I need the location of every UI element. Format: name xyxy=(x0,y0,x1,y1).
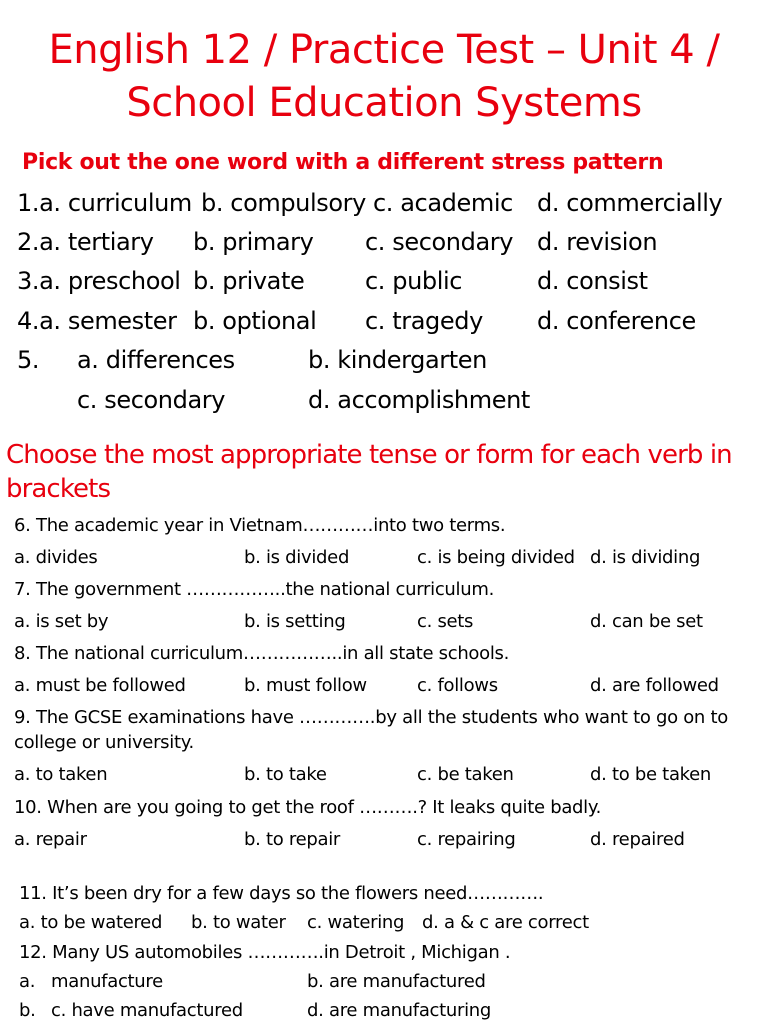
q9-option-c: c. be taken xyxy=(417,764,514,785)
q5-option-d: d. accomplishment xyxy=(308,386,530,414)
q1-option-b: b. compulsory xyxy=(201,189,366,217)
q7-option-d: d. can be set xyxy=(590,611,703,632)
q12-option-b: b. are manufactured xyxy=(307,971,486,992)
q6-option-b: b. is divided xyxy=(244,547,350,568)
q1-option-a: 1.a. curriculum xyxy=(17,189,192,217)
q5-option-c: c. secondary xyxy=(77,386,226,414)
q10-option-a: a. repair xyxy=(14,829,87,850)
q9-text-line-2: college or university. xyxy=(14,732,194,753)
section-heading-stress: Pick out the one word with a different stress pattern xyxy=(22,150,664,175)
q5-option-b: b. kindergarten xyxy=(308,346,487,374)
q10-option-c: c. repairing xyxy=(417,829,516,850)
q6-text: 6. The academic year in Vietnam…………into two terms. xyxy=(14,515,506,536)
q6-option-c: c. is being divided xyxy=(417,547,575,568)
q4-option-b: b. optional xyxy=(193,307,317,335)
q7-option-c: c. sets xyxy=(417,611,474,632)
q12-option-a-letter: a. xyxy=(19,971,36,992)
q3-option-d: d. consist xyxy=(537,267,648,295)
q2-option-b: b. primary xyxy=(193,228,314,256)
q7-text: 7. The government ……………..the national curriculum. xyxy=(14,579,494,600)
q4-option-d: d. conference xyxy=(537,307,696,335)
q8-text: 8. The national curriculum……………..in all state schools. xyxy=(14,643,510,664)
q2-option-d: d. revision xyxy=(537,228,658,256)
q3-option-a: 3.a. preschool xyxy=(17,267,181,295)
q1-option-d: d. commercially xyxy=(537,189,723,217)
q9-option-d: d. to be taken xyxy=(590,764,712,785)
q11-option-c: c. watering xyxy=(307,912,405,933)
q9-option-a: a. to taken xyxy=(14,764,108,785)
q11-option-a: a. to be watered xyxy=(19,912,163,933)
q10-option-d: d. repaired xyxy=(590,829,685,850)
q8-option-b: b. must follow xyxy=(244,675,367,696)
q9-option-b: b. to take xyxy=(244,764,327,785)
section-heading-tense-line-1: Choose the most appropriate tense or form for each verb in xyxy=(6,440,732,470)
page-title-line-2: School Education Systems xyxy=(126,80,642,126)
q8-option-d: d. are followed xyxy=(590,675,719,696)
q10-option-b: b. to repair xyxy=(244,829,340,850)
q5-number: 5. xyxy=(17,346,40,374)
q11-text: 11. It’s been dry for a few days so the flowers need…………. xyxy=(19,883,544,904)
q6-option-a: a. divides xyxy=(14,547,98,568)
q1-option-c: c. academic xyxy=(373,189,513,217)
q4-option-c: c. tragedy xyxy=(365,307,483,335)
q12-option-b-letter: b. xyxy=(19,1000,36,1021)
q12-option-d: d. are manufacturing xyxy=(307,1000,492,1021)
q11-option-d: d. a & c are correct xyxy=(422,912,589,933)
page-title-line-1: English 12 / Practice Test – Unit 4 / xyxy=(48,27,720,73)
q5-option-a: a. differences xyxy=(77,346,235,374)
q2-option-a: 2.a. tertiary xyxy=(17,228,154,256)
q8-option-a: a. must be followed xyxy=(14,675,186,696)
q12-option-c: c. have manufactured xyxy=(51,1000,243,1021)
q12-text: 12. Many US automobiles ………….in Detroit , Michigan . xyxy=(19,942,511,963)
q8-option-c: c. follows xyxy=(417,675,498,696)
q9-text-line-1: 9. The GCSE examinations have ………….by all the students who want to go on to xyxy=(14,707,728,728)
section-heading-tense-line-2: brackets xyxy=(6,474,111,504)
q3-option-b: b. private xyxy=(193,267,305,295)
q12-option-a: manufacture xyxy=(51,971,163,992)
q7-option-a: a. is set by xyxy=(14,611,109,632)
q6-option-d: d. is dividing xyxy=(590,547,701,568)
q2-option-c: c. secondary xyxy=(365,228,514,256)
q10-text: 10. When are you going to get the roof ……….? It leaks quite badly. xyxy=(14,797,602,818)
q3-option-c: c. public xyxy=(365,267,463,295)
q4-option-a: 4.a. semester xyxy=(17,307,177,335)
q7-option-b: b. is setting xyxy=(244,611,346,632)
q11-option-b: b. to water xyxy=(191,912,286,933)
